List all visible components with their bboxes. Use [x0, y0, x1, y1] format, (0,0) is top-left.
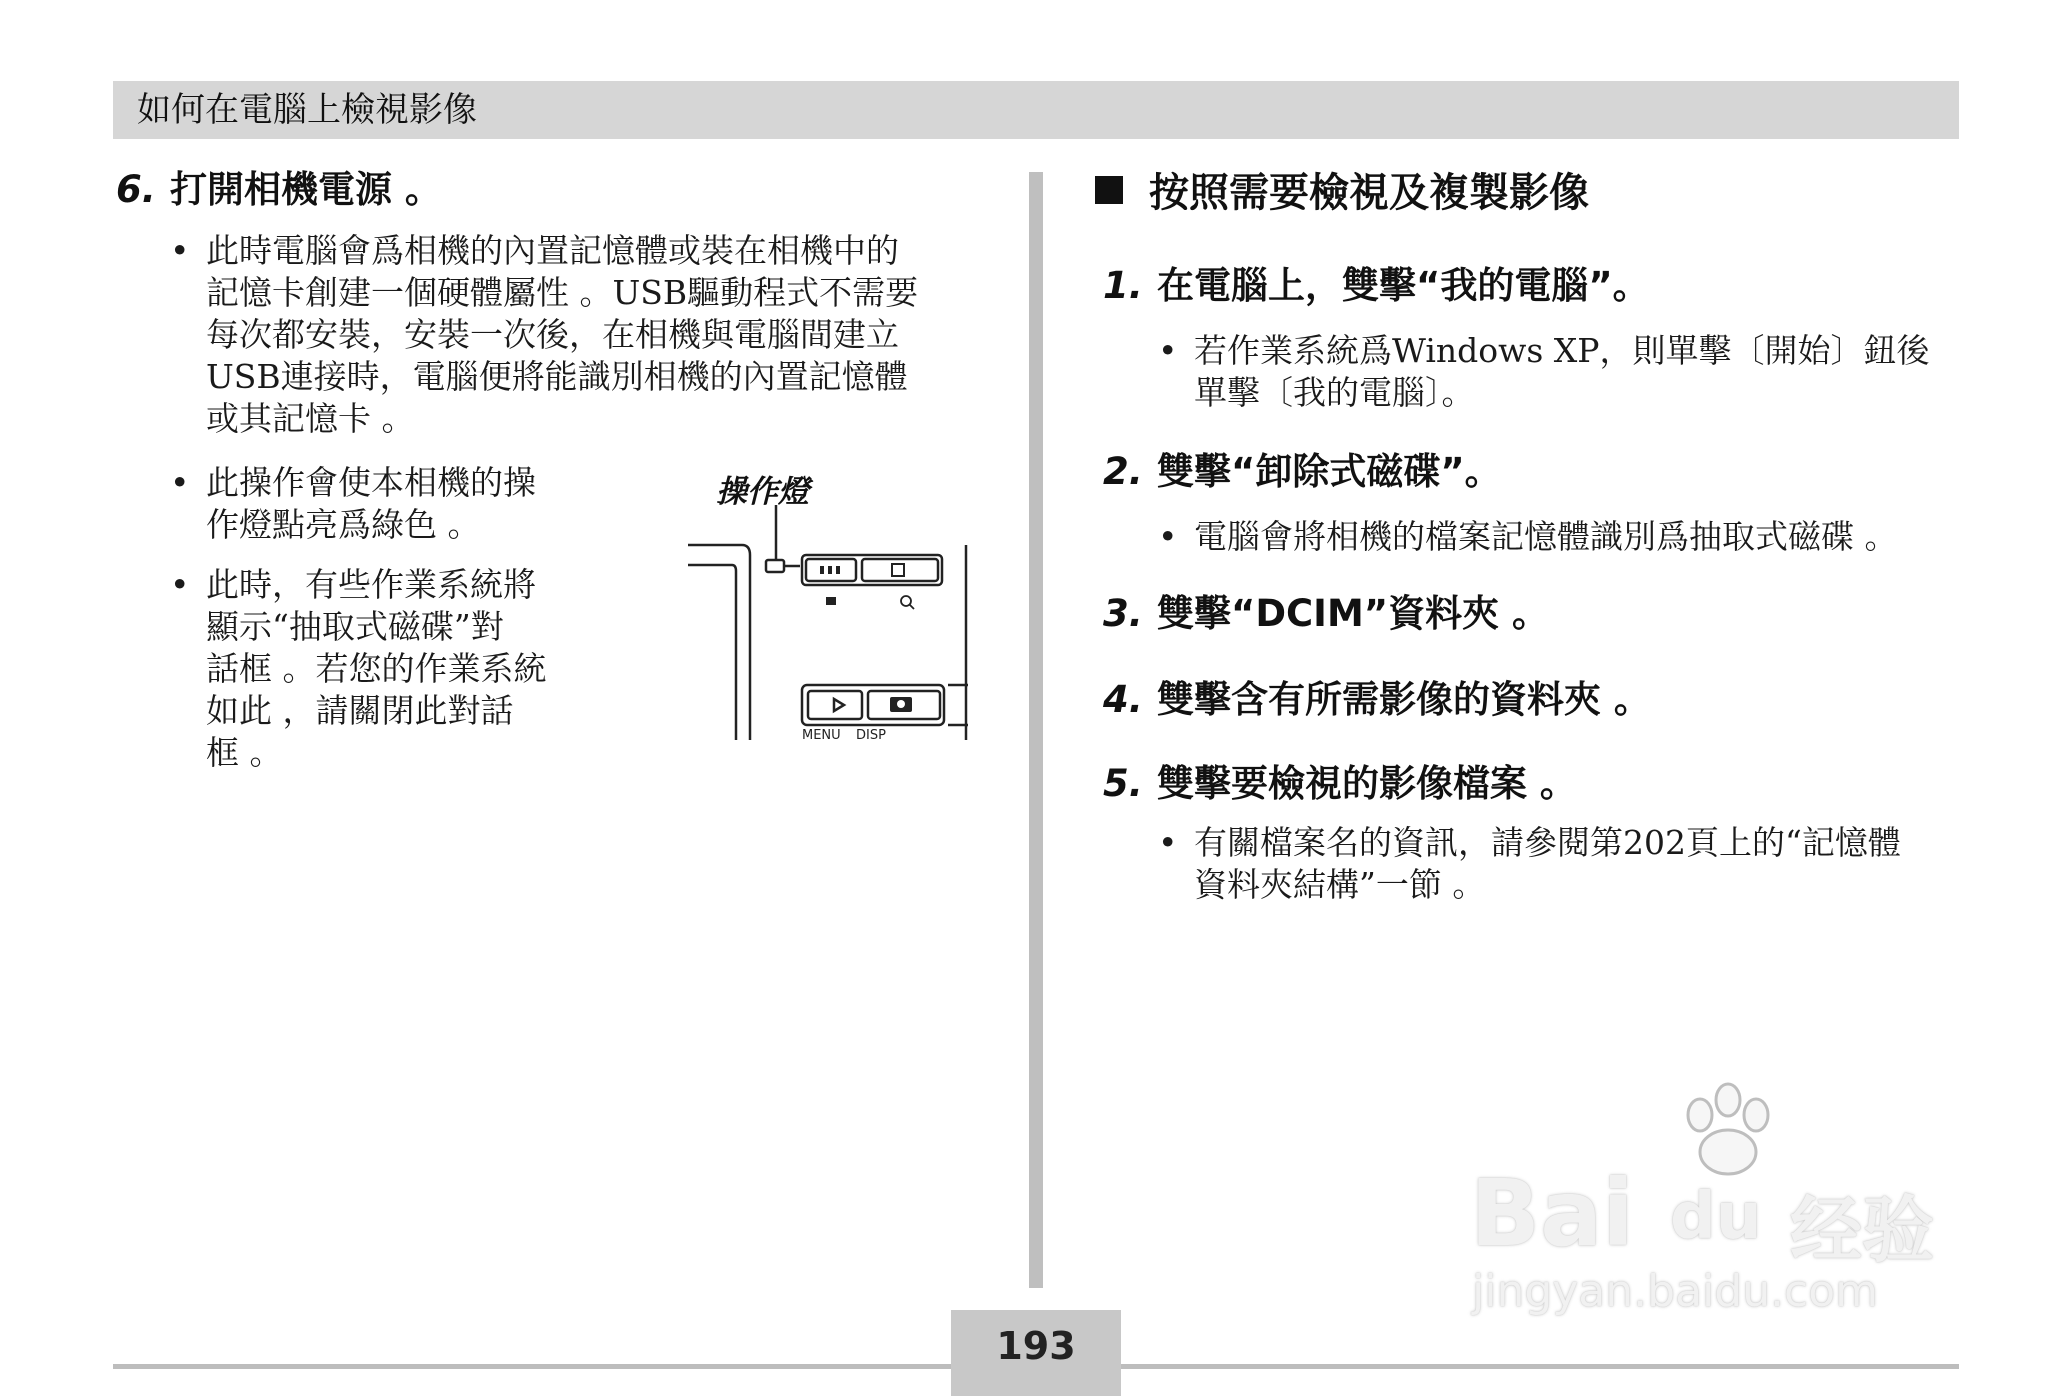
step-text: 雙擊要檢視的影像檔案 。: [1157, 762, 1577, 805]
menu-label: MENU: [802, 728, 841, 740]
bullet-item: [170, 564, 606, 774]
bullet-dot: •: [170, 463, 190, 502]
bullet-dot: •: [170, 231, 190, 270]
operation-lamp-label: 操作燈: [716, 474, 809, 510]
watermark-url: jingyan.baidu.com: [1472, 1266, 1879, 1317]
page-number: 193: [996, 1324, 1076, 1368]
bullet-item: [1158, 330, 1984, 414]
step-number: 1.: [1103, 264, 1143, 307]
bullet-dot: •: [170, 565, 190, 604]
watermark-brand-paw: du: [1670, 1180, 1762, 1254]
step-number: 4.: [1103, 678, 1143, 721]
bullet-line: 若作業系統爲Windows XP，則單擊〔開始〕鈕後: [1194, 331, 1930, 370]
bullet-item: [170, 462, 606, 546]
step-6-title: [116, 168, 442, 212]
bullet-line: 或其記憶卡 。: [206, 399, 415, 438]
disp-label: DISP: [856, 728, 886, 740]
camera-back-illustration: [678, 505, 968, 740]
bullet-dot: •: [1158, 823, 1178, 862]
bullet-line: 此時，有些作業系統將: [206, 565, 536, 604]
step-text: 雙擊“DCIM”資料夾 。: [1157, 592, 1549, 635]
bullet-line: 記憶卡創建一個硬體屬性 。USB驅動程式不需要: [206, 273, 919, 312]
bullet-line: 顯示“抽取式磁碟”對: [206, 607, 504, 646]
step-4-title: [1103, 678, 1651, 722]
bullet-line: USB連接時，電腦便將能識別相機的內置記憶體: [206, 357, 908, 396]
step-number: 5.: [1103, 762, 1143, 805]
watermark-cn: 经验: [1790, 1188, 1935, 1272]
step-text: 雙擊“卸除式磁碟”。: [1157, 450, 1502, 493]
bullet-line: 作燈點亮爲綠色 。: [206, 505, 481, 544]
page-number-tab: [951, 1310, 1121, 1396]
baidu-watermark: [1460, 1080, 1980, 1330]
bullet-line: 資料夾結構”一節 。: [1194, 865, 1486, 904]
bullet-line: 如此 ，請關閉此對話: [206, 691, 514, 730]
bullet-line: 電腦會將相機的檔案記憶體識別爲抽取式磁碟 。: [1194, 517, 1898, 556]
column-divider: [1029, 172, 1043, 1288]
square-bullet-icon: [1095, 176, 1123, 204]
step-text: 雙擊含有所需影像的資料夾 。: [1157, 678, 1651, 721]
header-title: 如何在電腦上檢視影像: [137, 90, 477, 130]
watermark-brand: Bai: [1470, 1160, 1634, 1267]
bullet-item: [1158, 822, 1984, 906]
bullet-dot: •: [1158, 331, 1178, 370]
step-text: 在電腦上，雙擊“我的電腦”。: [1157, 264, 1650, 307]
step-2-title: [1103, 450, 1502, 494]
step-5-title: [1103, 762, 1577, 806]
bullet-line: 單擊〔我的電腦〕。: [1194, 373, 1475, 412]
step-number: 6.: [116, 168, 156, 211]
paw-logo-icon: [1670, 1080, 1790, 1180]
bullet-dot: •: [1158, 517, 1178, 556]
bullet-line: 此時電腦會爲相機的內置記憶體或裝在相機中的: [206, 231, 899, 270]
section-heading: [1095, 170, 1589, 216]
step-number: 3.: [1103, 592, 1143, 635]
bullet-item: [1158, 516, 1984, 558]
page-header: [113, 81, 1959, 139]
step-1-title: [1103, 264, 1650, 308]
bullet-line: 框 。: [206, 733, 283, 772]
bullet-line: 話框 。若您的作業系統: [206, 649, 547, 688]
bullet-line: 此操作會使本相機的操: [206, 463, 536, 502]
section-title: 按照需要檢視及複製影像: [1149, 170, 1589, 216]
step-number: 2.: [1103, 450, 1143, 493]
step-text: 打開相機電源 。: [170, 168, 442, 211]
step-3-title: [1103, 592, 1549, 636]
bullet-item: [170, 230, 996, 440]
bullet-line: 有關檔案名的資訊，請參閱第202頁上的“記憶體: [1194, 823, 1901, 862]
bullet-line: 每次都安裝，安裝一次後，在相機與電腦間建立: [206, 315, 899, 354]
